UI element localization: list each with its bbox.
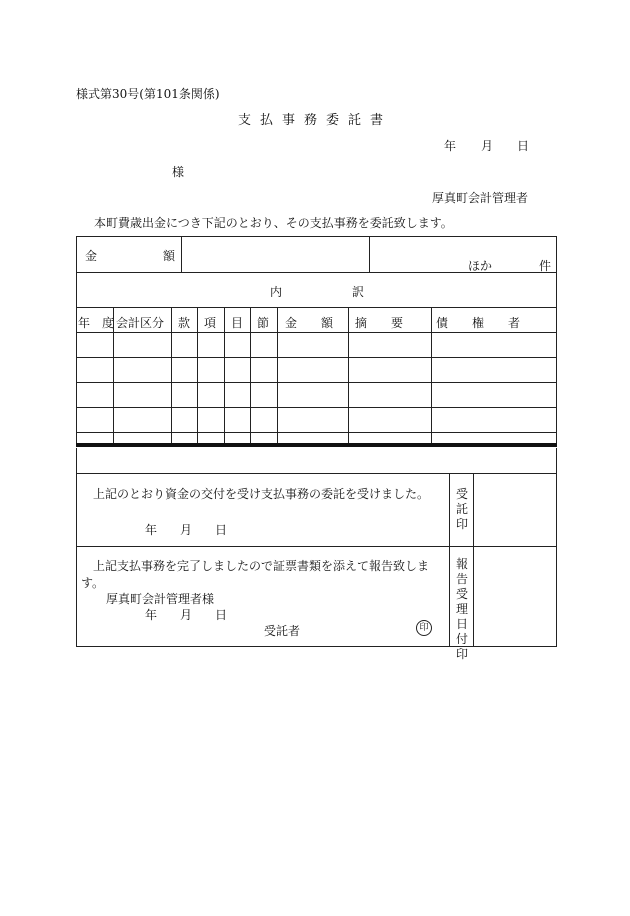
table-rule bbox=[76, 272, 557, 273]
receipt-date-month: 月 bbox=[180, 523, 193, 537]
report-date-month: 月 bbox=[180, 608, 193, 622]
table-rule bbox=[76, 432, 557, 433]
column-divider bbox=[348, 307, 349, 446]
col-header-setsu: 節 bbox=[257, 316, 270, 330]
breakdown-title-left: 内 bbox=[270, 285, 283, 299]
report-stamp-area[interactable] bbox=[474, 547, 556, 646]
col-header-year: 年 度 bbox=[78, 316, 115, 330]
breakdown-title-right: 訳 bbox=[352, 285, 365, 299]
table-rule bbox=[76, 407, 557, 408]
column-divider bbox=[113, 307, 114, 446]
amount-input-field[interactable] bbox=[182, 237, 368, 271]
table-rule bbox=[76, 382, 557, 383]
receipt-stamp-label: 受託印 bbox=[455, 487, 468, 531]
column-divider bbox=[431, 307, 432, 446]
col-header-moku: 目 bbox=[231, 316, 244, 330]
column-divider bbox=[224, 307, 225, 446]
table-rule bbox=[76, 307, 557, 308]
col-header-kan: 款 bbox=[178, 316, 191, 330]
report-text-line1: 上記支払事務を完了しましたので証票書類を添えて報告致しま bbox=[93, 559, 430, 573]
table-heavy-rule bbox=[76, 443, 557, 447]
report-date-day: 日 bbox=[215, 608, 228, 622]
seal-circle: 印 bbox=[416, 620, 432, 636]
column-divider bbox=[171, 307, 172, 446]
others-prefix: ほか bbox=[468, 259, 493, 273]
column-divider bbox=[250, 307, 251, 446]
report-date-year: 年 bbox=[145, 608, 158, 622]
col-header-amount: 金 額 bbox=[285, 316, 334, 330]
header-date-month: 月 bbox=[481, 139, 494, 153]
issuer-name: 厚真町会計管理者 bbox=[432, 191, 529, 205]
column-divider bbox=[277, 307, 278, 446]
trustee-label: 受託者 bbox=[264, 624, 301, 638]
report-stamp-label: 報告受理日付印 bbox=[455, 557, 468, 661]
others-suffix: 件 bbox=[539, 259, 552, 273]
column-divider bbox=[197, 307, 198, 446]
receipt-text: 上記のとおり資金の交付を受け支払事務の委託を受けました。 bbox=[93, 487, 430, 501]
report-text-line2: す。 bbox=[81, 576, 105, 590]
receipt-date-day: 日 bbox=[215, 523, 228, 537]
report-addressee: 厚真町会計管理者様 bbox=[106, 592, 215, 606]
table-rule bbox=[76, 332, 557, 333]
amount-label-left: 金 bbox=[85, 249, 98, 263]
form-number: 様式第30号(第101条関係) bbox=[76, 87, 220, 101]
blank-band bbox=[76, 448, 557, 473]
col-header-creditor: 債 権 者 bbox=[436, 316, 521, 330]
receipt-date-year: 年 bbox=[145, 523, 158, 537]
receipt-stamp-area[interactable] bbox=[474, 474, 556, 546]
intro-text: 本町費歳出金につき下記のとおり、その支払事務を委託致します。 bbox=[94, 216, 453, 230]
document-title: 支払事務委託書 bbox=[238, 113, 393, 128]
col-header-kou: 項 bbox=[204, 316, 217, 330]
header-date-day: 日 bbox=[517, 139, 530, 153]
amount-others-field[interactable] bbox=[370, 254, 556, 271]
col-header-summary: 摘 要 bbox=[355, 316, 404, 330]
table-rule bbox=[76, 357, 557, 358]
header-date-year: 年 bbox=[444, 139, 457, 153]
amount-label-right: 額 bbox=[163, 249, 176, 263]
addressee-suffix: 様 bbox=[172, 165, 185, 179]
col-header-account: 会計区分 bbox=[116, 316, 165, 330]
